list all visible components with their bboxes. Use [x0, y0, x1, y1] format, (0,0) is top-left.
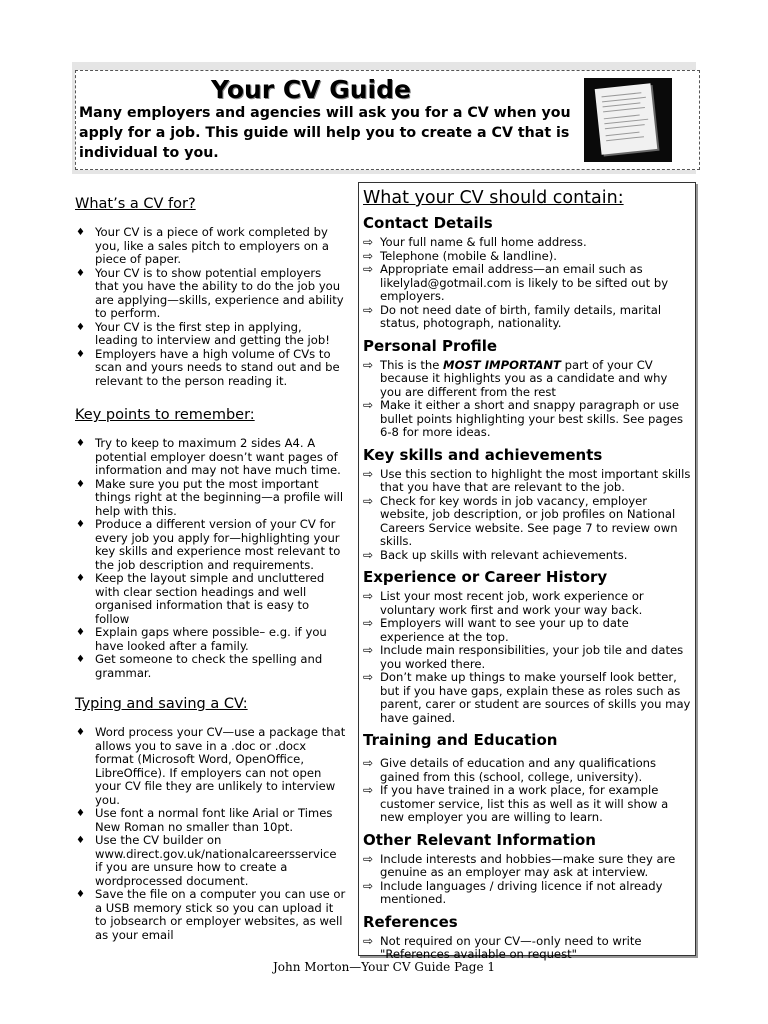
diamond-icon: ♦ — [76, 573, 85, 584]
section-heading: Contact Details — [363, 214, 493, 232]
arrow-icon: ⇨ — [363, 589, 374, 603]
arrow-icon: ⇨ — [363, 248, 374, 263]
diamond-icon: ♦ — [76, 627, 85, 638]
list-item: ⇨ Do not need date of birth, family details, marital status, photograph, nationality. — [363, 302, 662, 330]
section-key-skills — [363, 446, 691, 563]
section-heading: Training and Education — [363, 731, 558, 749]
arrow-list — [363, 236, 691, 331]
cv-paper-photo — [584, 78, 672, 162]
list-item: ♦ Word process your CV—use a package that allows you to save in a .doc or .docx format (Microsoft Word, OpenOffice, LibreOffice). If employers can not open your CV file they are unlikely to interview you. — [76, 725, 346, 807]
list-item: ♦ Get someone to check the spelling and grammar. — [76, 652, 323, 680]
list-item: ⇨ Not required on your CV—-only need to write "References available on request" — [363, 933, 642, 961]
box-title: What your CV should contain: — [363, 188, 624, 208]
list-item — [363, 359, 691, 400]
page-footer: John Morton—Your CV Guide Page 1 — [272, 960, 496, 974]
list-item: ♦ Your CV is to show potential employers that you have the ability to do the job you are applying—skills, experience and ability to perform. — [76, 265, 344, 320]
list-item: ♦ Use font a normal font like Arial or Times New Roman no smaller than 10pt. — [76, 806, 333, 834]
section-whats-cv-for — [75, 194, 347, 388]
list-item: ⇨ If you have trained in a work place, for example customer service, list this as well as it will show a new employer you are willing to learn. — [363, 783, 669, 824]
arrow-list — [363, 757, 691, 825]
section-title: Typing and saving a CV: — [75, 696, 248, 712]
section-other-info — [363, 831, 691, 907]
arrow-icon: ⇨ — [363, 643, 374, 657]
section-typing-saving — [75, 694, 347, 942]
list-item: ⇨ Include interests and hobbies—make sure they are genuine as an employer may ask at interview. — [363, 851, 676, 879]
section-heading: Personal Profile — [363, 336, 498, 355]
list-item: ♦ Use the CV builder on www.direct.gov.uk/nationalcareersservice if you are unsure how to create a wordprocessed document. — [76, 833, 337, 888]
section-heading: References — [363, 912, 458, 931]
section-contact-details — [363, 214, 691, 331]
diamond-icon: ♦ — [76, 438, 85, 449]
header-box — [75, 70, 700, 170]
list-item: ⇨ Use this section to highlight the most important skills that you have that are relevant to the job. — [363, 466, 691, 494]
list-item: ⇨ Appropriate email address—an email such as likelylad@gotmail.com is likely to be sifted out by employers. — [363, 262, 669, 303]
diamond-icon: ♦ — [76, 808, 85, 819]
arrow-icon: ⇨ — [363, 878, 374, 893]
arrow-icon: ⇨ — [363, 466, 374, 481]
list-item: ♦ Try to keep to maximum 2 sides A4. A potential employer doesn’t want pages of information and may not have much time. — [76, 436, 341, 477]
list-item: ⇨ Your full name & full home address. — [363, 235, 587, 249]
arrow-icon: ⇨ — [363, 493, 374, 508]
list-item: ⇨ Check for key words in job vacancy, employer website, job description, or job profiles on National Careers Service website. See page 7 to review own skills. — [363, 493, 678, 548]
list-item: ⇨ Employers will want to see your up to date experience at the top. — [363, 616, 629, 644]
list-item: ⇨ Make it either a short and snappy paragraph or use bullet points highlighting your best skills. See pages 6-8 for more ideas. — [363, 398, 684, 439]
arrow-icon: ⇨ — [363, 616, 374, 630]
list-item: ⇨ Telephone (mobile & landline). — [363, 248, 557, 263]
arrow-icon: ⇨ — [363, 235, 374, 249]
diamond-icon: ♦ — [76, 321, 85, 333]
bullet-list — [75, 726, 347, 942]
arrow-list — [363, 853, 691, 907]
section-experience — [363, 568, 691, 725]
arrow-icon: ⇨ — [363, 357, 374, 372]
section-personal-profile — [363, 337, 691, 440]
arrow-icon: ⇨ — [363, 398, 374, 412]
section-heading: Other Relevant Information — [363, 830, 596, 849]
arrow-list — [363, 590, 691, 725]
bullet-list — [75, 437, 347, 680]
list-item: ⇨ Back up skills with relevant achievements. — [363, 547, 628, 562]
diamond-icon: ♦ — [76, 227, 85, 238]
diamond-icon: ♦ — [76, 519, 85, 530]
left-column — [75, 194, 347, 942]
profile-item-text: This is the MOST IMPORTANT part of your CV because it highlights you as a candidate and why you are different from the rest — [380, 357, 668, 399]
cv-contents-box — [358, 182, 696, 961]
section-heading: Key skills and achievements — [363, 445, 603, 464]
paper-sheet-icon — [595, 83, 658, 154]
list-item: ♦ Your CV is the first step in applying, leading to interview and getting the job! — [76, 319, 330, 347]
list-item: ⇨ Give details of education and any qualifications gained from this (school, college, university). — [363, 756, 657, 784]
arrow-icon: ⇨ — [363, 262, 374, 276]
arrow-list — [363, 359, 691, 440]
header-band — [72, 62, 696, 174]
section-title: Key points to remember: — [75, 407, 255, 423]
list-item: ♦ Explain gaps where possible– e.g. if you have looked after a family. — [76, 625, 327, 653]
arrow-icon: ⇨ — [363, 670, 374, 684]
arrow-icon: ⇨ — [363, 851, 374, 866]
list-item: ⇨ Include languages / driving licence if not already mentioned. — [363, 878, 663, 906]
intro-text: Many employers and agencies will ask you for a CV when you apply for a job. This guide will help you to create a CV that is individual to you. — [79, 105, 571, 161]
diamond-icon: ♦ — [76, 478, 85, 490]
diamond-icon: ♦ — [76, 267, 85, 279]
list-item: ♦ Produce a different version of your CV for every job you apply for—highlighting your key skills and experience most relevant to the job description and requirements. — [76, 517, 341, 572]
diamond-icon: ♦ — [76, 889, 85, 900]
list-item: ♦ Employers have a high volume of CVs to scan and yours needs to stand out and be relevant to the person reading it. — [76, 346, 340, 388]
list-item: ♦ Your CV is a piece of work completed by you, like a sales pitch to employers on a piece of paper. — [76, 225, 329, 266]
diamond-icon: ♦ — [76, 835, 85, 846]
list-item: ♦ Make sure you put the most important things right at the beginning—a profile will help with this. — [76, 476, 344, 518]
section-title: What’s a CV for? — [75, 196, 196, 212]
section-references — [363, 913, 691, 962]
arrow-icon: ⇨ — [363, 933, 374, 948]
arrow-icon: ⇨ — [363, 783, 374, 797]
arrow-icon: ⇨ — [363, 302, 374, 317]
arrow-list — [363, 935, 691, 962]
arrow-list — [363, 468, 691, 563]
diamond-icon: ♦ — [76, 727, 85, 738]
list-item: ⇨ List your most recent job, work experience or voluntary work first and work your way back. — [363, 589, 644, 617]
bullet-list — [75, 226, 347, 388]
section-training — [363, 731, 691, 825]
list-item: ♦ Save the file on a computer you can use or a USB memory stick so you can upload it to jobsearch or employer websites, as well as your email — [76, 887, 346, 942]
arrow-icon: ⇨ — [363, 547, 374, 562]
section-heading: Experience or Career History — [363, 568, 608, 586]
diamond-icon: ♦ — [76, 654, 85, 665]
list-item: ♦ Keep the layout simple and uncluttered with clear section headings and well organised information that is easy to follow — [76, 571, 325, 626]
list-item: ⇨ Include main responsibilities, your job tile and dates you worked there. — [363, 643, 684, 671]
box-content — [363, 214, 691, 962]
arrow-icon: ⇨ — [363, 756, 374, 770]
section-key-points — [75, 405, 347, 680]
list-item: ⇨ Don’t make up things to make yourself look better, but if you have gaps, explain these as roles such as parent, carer or student are sources of skills you may have gained. — [363, 670, 691, 725]
page-title: Your CV Guide — [211, 75, 411, 104]
diamond-icon: ♦ — [76, 348, 85, 360]
